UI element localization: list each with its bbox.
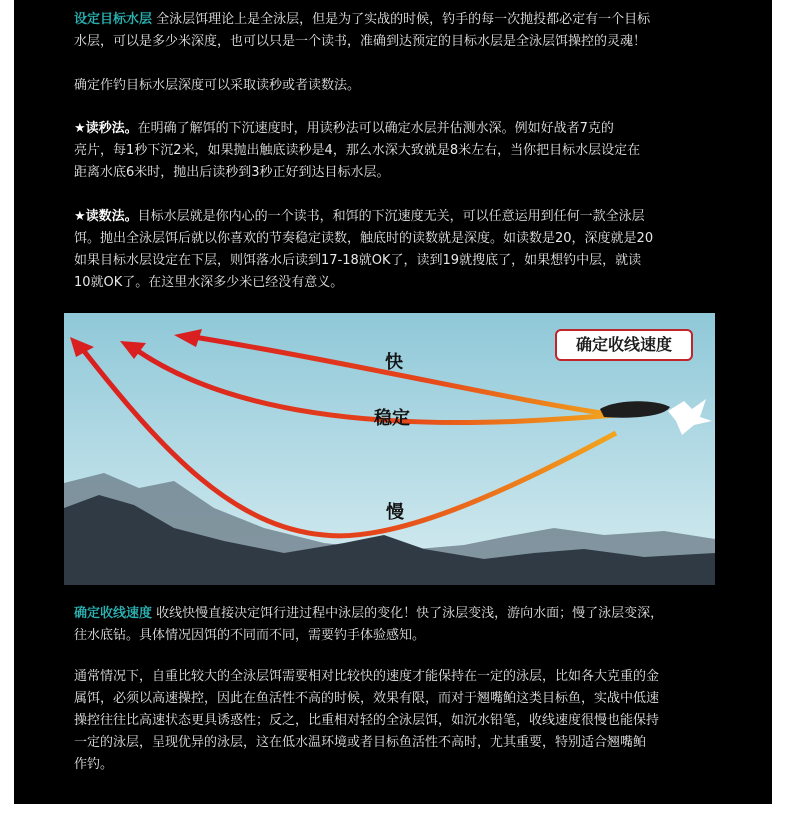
paragraph-usage	[74, 666, 724, 776]
paragraph-line: 通常情况下，自重比较大的全泳层饵需要相对比较快的速度才能保持在一定的泳层，比如各大克重的金	[74, 669, 660, 684]
section-heading: 设定目标水层	[74, 12, 153, 27]
paragraph-line: ★读秒法。在明确了解饵的下沉速度时，用读秒法可以确定水层并估测水深。例如好战者7克的	[74, 121, 614, 136]
paragraph-line: 操控往往比高速状态更具诱惑性；反之，比重相对轻的全泳层饵，如沉水铅笔，收线速度很慢也能保持	[74, 713, 660, 728]
label-slow: 慢	[386, 502, 404, 523]
label-fast: 快	[385, 352, 403, 373]
paragraph-line: 设定目标水层 全泳层饵理论上是全泳层，但是为了实战的时候，钓手的每一次抛投都必定有一个目标	[74, 12, 651, 27]
paragraph-line: 确定收线速度 收线快慢直接决定饵行进过程中泳层的变化！快了泳层变浅，游向水面；慢了泳层变深，	[74, 606, 664, 621]
paragraph-line: 饵。抛出全泳层饵后就以你喜欢的节奏稳定读数，触底时的读数就是深度。如读数是20，深度就是20	[74, 231, 654, 246]
label-stable: 稳定	[374, 408, 410, 429]
retrieve-speed-badge: 确定收线速度	[555, 329, 693, 361]
paragraph-line: 亮片，每1秒下沉2米，如果抛出触底读秒是4，那么水深大致就是8米左右，当你把目标水层设定在	[74, 143, 641, 158]
paragraph-line: 确定作钓目标水层深度可以采取读秒或者读数法。	[74, 78, 361, 93]
section-heading: 确定收线速度	[74, 606, 153, 621]
paragraph-count-seconds	[74, 118, 724, 184]
paragraph-methods-intro	[74, 75, 724, 97]
paragraph-line: 属饵，必须以高速操控，因此在鱼活性不高的时候，效果有限，而对于翘嘴鲌这类目标鱼，实战中低速	[74, 691, 660, 706]
method-heading: ★读秒法。	[74, 121, 138, 136]
paragraph-count-numbers	[74, 206, 724, 294]
paragraph-line: 如果目标水层设定在下层，则饵落水后读到17-18就OK了，读到19就搜底了，如果想钓中层，就读	[74, 253, 642, 268]
paragraph-line: 作钓。	[74, 757, 114, 772]
paragraph-line: 水层，可以是多少米深度，也可以只是一个读书，准确到达预定的目标水层是全泳层饵操控的灵魂！	[74, 34, 647, 49]
paragraph-retrieve-speed	[74, 603, 724, 647]
paragraph-line: 距离水底6米时，抛出后读秒到3秒正好到达目标水层。	[74, 165, 390, 180]
paragraph-line: 10就OK了。在这里水深多少米已经没有意义。	[74, 275, 344, 290]
paragraph-target-layer	[74, 9, 724, 53]
paragraph-line: 一定的泳层，呈现优异的泳层，这在低水温环境或者目标鱼活性不高时，尤其重要，特别适合翘嘴鲌	[74, 735, 647, 750]
paragraph-line: ★读数法。目标水层就是你内心的一个读书，和饵的下沉速度无关，可以任意运用到任何一款全泳层	[74, 209, 645, 224]
paragraph-line: 往水底钻。具体情况因饵的不同而不同，需要钓手体验感知。	[74, 628, 426, 643]
method-heading: ★读数法。	[74, 209, 138, 224]
